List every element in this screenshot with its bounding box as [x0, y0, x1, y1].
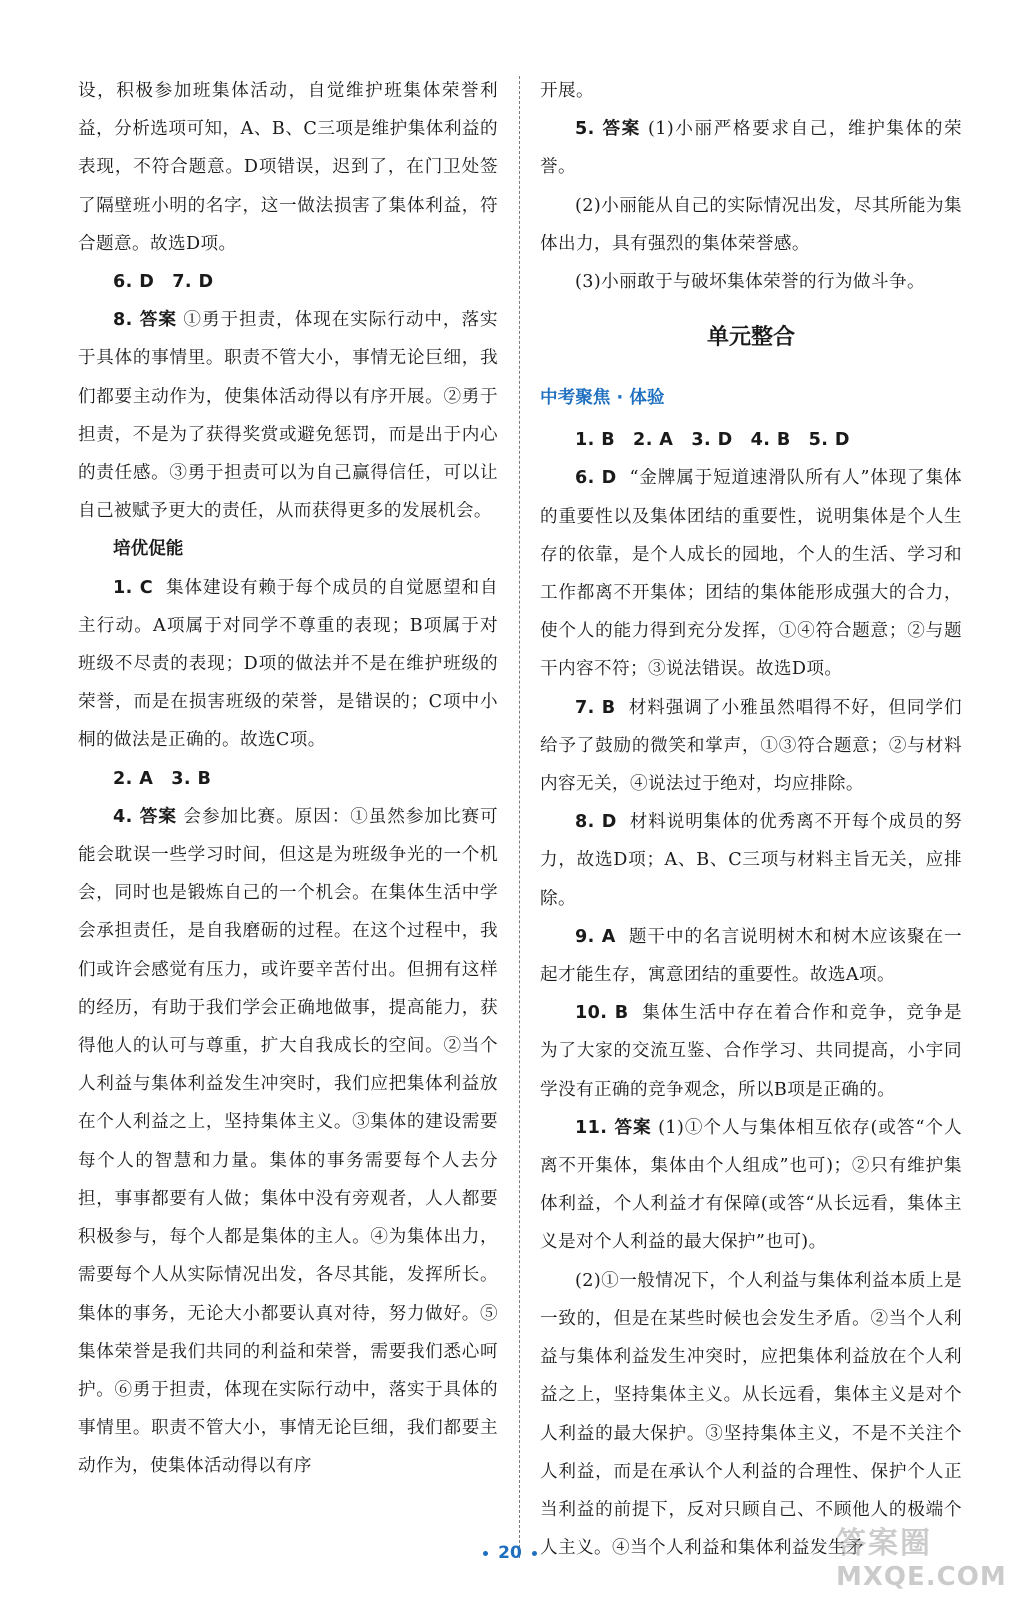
answer-8-label: 8. 答案	[113, 310, 177, 331]
left-column	[78, 72, 498, 1486]
answers-6-7: 6. D 7. D	[113, 272, 214, 293]
subheading-peiyou: 培优促能	[113, 539, 184, 560]
answer-9	[540, 918, 962, 994]
answer-10-text: 集体生活中存在着合作和竞争，竞争是为了大家的交流互鉴、合作学习、共同提高，小宇同学没有正确的竞争观念，所以B项是正确的。	[540, 1003, 962, 1100]
answer-1	[78, 569, 498, 760]
column-divider	[519, 76, 520, 1558]
answer-7	[540, 689, 962, 804]
answer-5-part-2: (2)小丽能从自己的实际情况出发，尽其所能为集体出力，具有强烈的集体荣誉感。	[540, 195, 962, 254]
answer-5	[540, 110, 962, 186]
answer-4-label: 4. 答案	[113, 806, 177, 827]
answer-9-text: 题干中的名言说明树木和树木应该聚在一起才能生存，寓意团结的重要性。故选A项。	[540, 926, 962, 986]
page-number-text: 20	[498, 1543, 522, 1563]
answer-11	[540, 1109, 962, 1262]
answer-5-part-3: (3)小丽敢于与破坏集体荣誉的行为做斗争。	[575, 272, 926, 293]
answer-10-label: 10. B	[575, 1003, 629, 1024]
answer-7-text: 材料强调了小雅虽然唱得不好，但同学们给予了鼓励的微笑和掌声，①③符合题意；②与材料内容无关，④说法过于绝对，均应排除。	[540, 697, 962, 795]
answer-8-label: 8. D	[575, 812, 617, 833]
answer-6	[540, 459, 962, 688]
paragraph-continuation: 设，积极参加班集体活动，自觉维护班集体荣誉利益，分析选项可知，A、B、C三项是维护集体利益的表现，不符合题意。D项错误，迟到了，在门卫处签了隔壁班小明的名字，这一做法损害了集体利益，符合题意。故选D项。	[78, 81, 498, 254]
answer-4-text: 会参加比赛。原因：①虽然参加比赛可能会耽误一些学习时间，但这是为班级争光的一个机会，同时也是锻炼自己的一个机会。在集体生活中学会承担责任，是自我磨砺的过程。在这个过程中，我们或许会感觉有压力，或许要辛苦付出。但拥有这样的经历，有助于我们学会正确地做事，提高能力，获得他人的认可与尊重，扩大自我成长的空间。②当个人利益与集体利益发生冲突时，我们应把集体利益放在个人利益之上，坚持集体主义。③集体的建设需要每个人的智慧和力量。集体的事务需要每个人去分担，事事都要有人做；集体中没有旁观者，人人都要积极参与，每个人都是集体的主人。④为集体出力，需要每个人从实际情况出发，各尽其能，发挥所长。集体的事务，无论大小都要认真对待，努力做好。⑤集体荣誉是我们共同的利益和荣誉，需要我们悉心呵护。⑥勇于担责，体现在实际行动中，落实于具体的事情里。职责不管大小，事情无论巨细，我们都要主动作为，使集体活动得以有序	[78, 806, 498, 1477]
watermark-line-1: 答案圈	[836, 1526, 932, 1561]
answer-8	[78, 301, 498, 530]
answer-11-part-1: (1)①个人与集体相互依存(或答“个人离不开集体，集体由个人组成”也可)；②只有维护集体利益，个人利益才有保障(或答“从长远看，集体主义是对个人利益的最大保护”也可)。	[540, 1117, 962, 1253]
answer-8-text: 材料说明集体的优秀离不开每个成员的努力，故选D项；A、B、C三项与材料主旨无关，应排除。	[540, 812, 962, 909]
answers-2-3: 2. A 3. B	[113, 768, 212, 789]
answer-1-label: 1. C	[113, 577, 154, 598]
answer-11-part-2: (2)①一般情况下，个人利益与集体利益本质上是一致的，但是在某些时候也会发生矛盾。②当个人利益与集体利益发生冲突时，应把集体利益放在个人利益之上，坚持集体主义。从长远看，集体主义是对个人利益的最大保护。③坚持集体主义，不是不关注个人利益，而是在承认个人利益的合理性、保护个人正当利益的前提下，反对只顾自己、不顾他人的极端个人主义。④当个人利益和集体利益发生矛	[540, 1270, 962, 1559]
answer-7-label: 7. B	[575, 697, 616, 718]
unit-title: 单元整合	[706, 325, 795, 351]
watermark-logo	[836, 1518, 1006, 1592]
answer-8	[540, 803, 962, 918]
answer-8-text: ①勇于担责，体现在实际行动中，落实于具体的事情里。职责不管大小，事情无论巨细，我们都要主动作为，使集体活动得以有序开展。②勇于担责，不是为了获得奖赏或避免惩罚，而是出于内心的责任感。③勇于担责可以为自己赢得信任，可以让自己被赋予更大的责任，从而获得更多的发展机会。	[78, 310, 498, 522]
bullet-dot-icon	[483, 1551, 488, 1556]
answer-6-text: “金牌属于短道速滑队所有人”体现了集体的重要性以及集体团结的重要性，说明集体是个人生存的依靠，是个人成长的园地，个人的生活、学习和工作都离不开集体；团结的集体能形成强大的合力，使个人的能力得到充分发挥，①④符合题意；②与题干内容不符；③说法错误。故选D项。	[540, 468, 962, 680]
paragraph-continuation: 开展。	[540, 81, 594, 101]
answer-5-label: 5. 答案	[575, 119, 641, 140]
bullet-dot-icon	[532, 1551, 537, 1556]
answer-6-label: 6. D	[575, 468, 617, 489]
watermark-line-2: MXQE.COM	[836, 1562, 1007, 1592]
answers-1-5: 1. B 2. A 3. D 4. B 5. D	[575, 430, 850, 451]
answer-5-part-1: (1)小丽严格要求自己，维护集体的荣誉。	[540, 119, 962, 178]
right-column	[540, 72, 962, 1567]
section-title: 中考聚焦 · 体验	[540, 388, 665, 409]
answer-4	[78, 798, 498, 1486]
answer-9-label: 9. A	[575, 926, 616, 947]
answer-11-label: 11. 答案	[575, 1117, 652, 1138]
answer-1-text: 集体建设有赖于每个成员的自觉愿望和自主行动。A项属于对同学不尊重的表现；B项属于对班级不尽责的表现；D项的做法并不是在维护班级的荣誉，而是在损害班级的荣誉，是错误的；C项中小桐的做法是正确的。故选C项。	[78, 577, 499, 751]
answer-10	[540, 994, 962, 1109]
